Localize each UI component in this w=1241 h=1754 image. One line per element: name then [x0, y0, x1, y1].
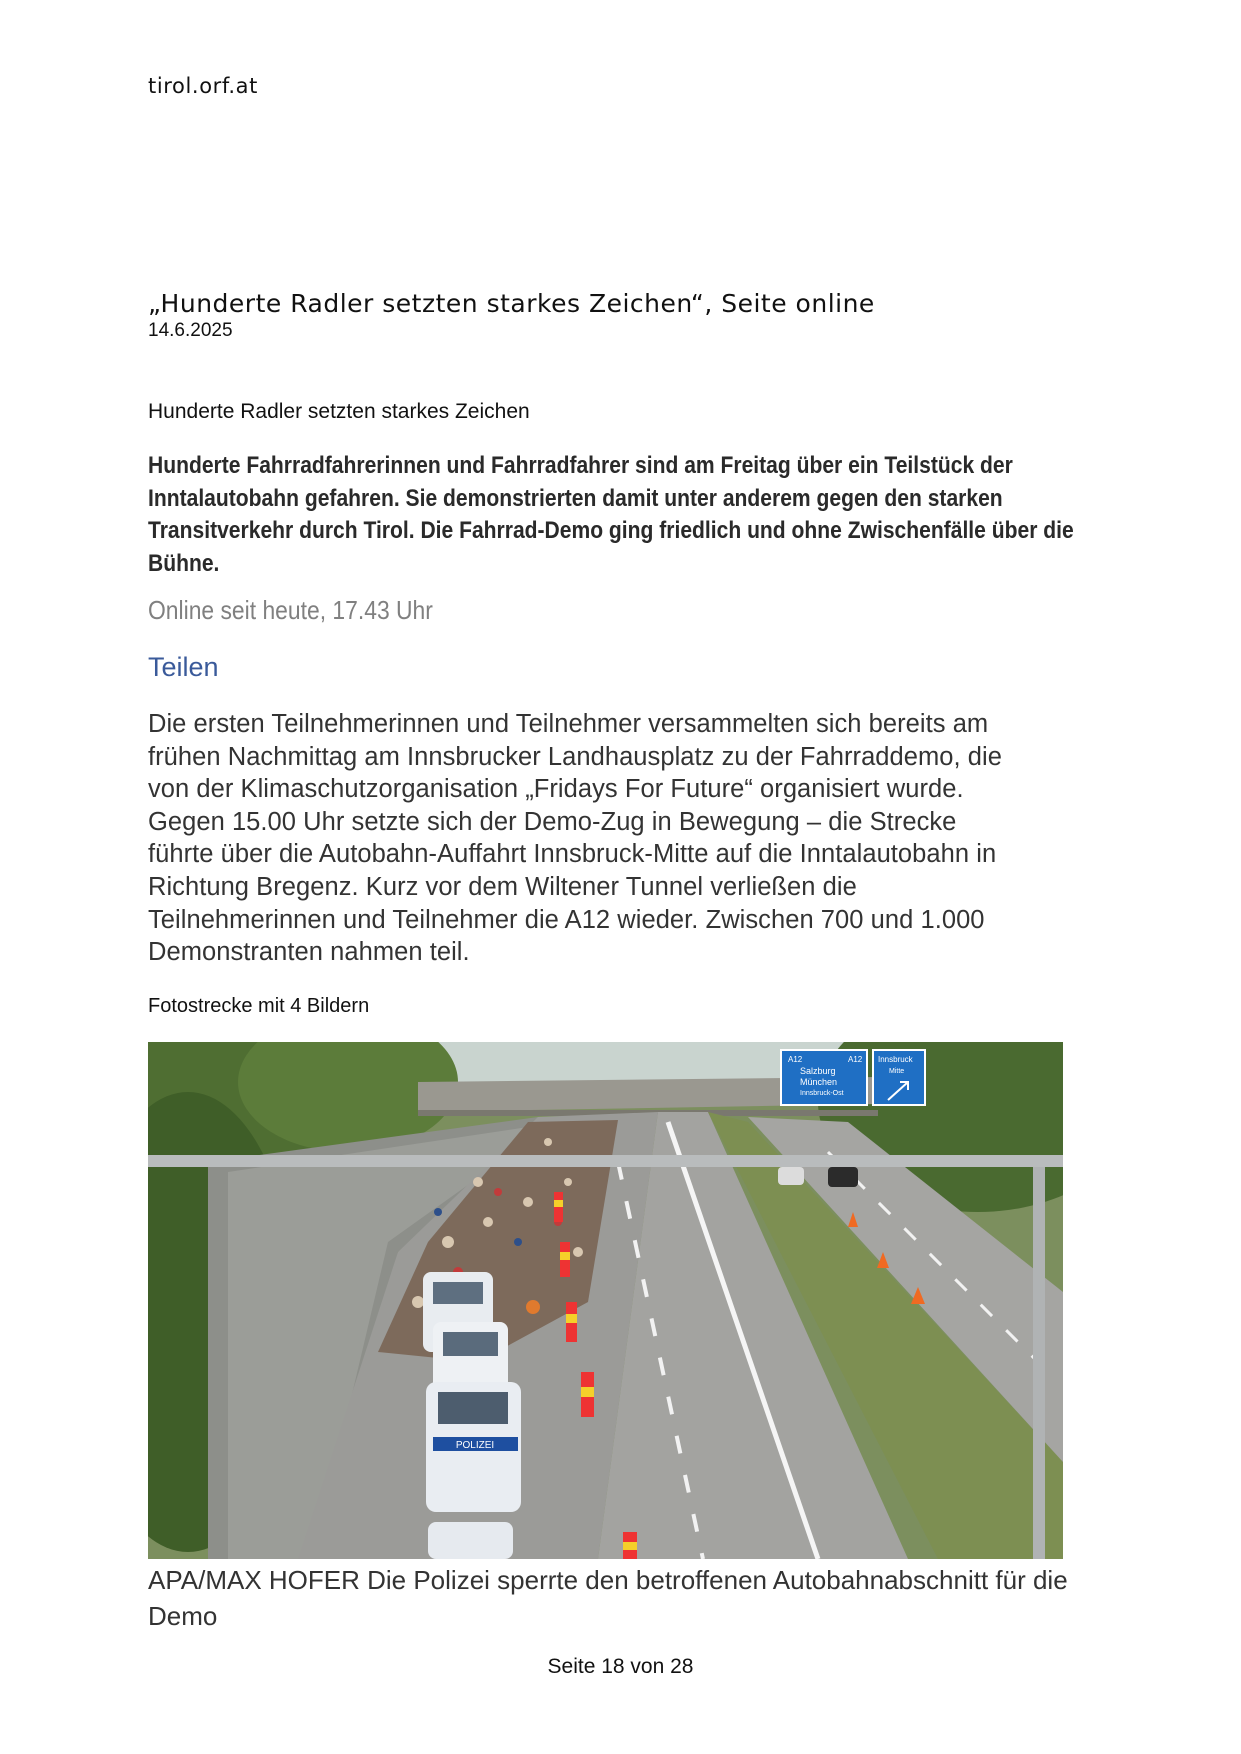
- sign-destination: Innsbruck: [878, 1055, 913, 1064]
- sign-destination: Mitte: [889, 1068, 905, 1075]
- body-line: Richtung Bregenz. Kurz vor dem Wiltener Tunnel verließen die: [148, 872, 857, 901]
- body-line: Teilnehmerinnen und Teilnehmer die A12 wieder. Zwischen 700 und 1.000: [148, 905, 985, 934]
- body-line: von der Klimaschutzorganisation „Fridays For Future“ organisiert wurde.: [148, 775, 964, 804]
- article-photo[interactable]: [148, 1042, 1063, 1559]
- sign-destination: Innsbruck-Ost: [800, 1090, 844, 1097]
- body-line: führte über die Autobahn-Auffahrt Innsbruck-Mitte auf die Inntalautobahn in: [148, 840, 997, 869]
- share-link[interactable]: Teilen: [148, 652, 219, 682]
- sign-destination: Salzburg: [800, 1066, 836, 1076]
- article-kicker: Hunderte Radler setzten starkes Zeichen: [148, 400, 530, 423]
- page-number: Seite 18 von 28: [547, 1655, 694, 1678]
- document-title: „Hunderte Radler setzten starkes Zeichen“, Seite online: [148, 289, 875, 318]
- body-line: Demonstranten nahmen teil.: [148, 938, 470, 967]
- gallery-label: Fotostrecke mit 4 Bildern: [148, 995, 370, 1017]
- body-line: Die ersten Teilnehmerinnen und Teilnehmer versammelten sich bereits am: [148, 710, 989, 738]
- sign-destination: München: [800, 1077, 838, 1087]
- sign-road-label: A12: [788, 1055, 803, 1064]
- body-line: Gegen 15.00 Uhr setzte sich der Demo-Zug in Bewegung – die Strecke: [148, 807, 957, 836]
- police-text: POLIZEI: [455, 1440, 495, 1451]
- article-body: [148, 708, 1098, 969]
- highway-demo-photo: [148, 1042, 1063, 1559]
- sign-road-label: A12: [848, 1055, 863, 1064]
- photo-caption: APA/MAX HOFER Die Polizei sperrte den betroffenen Autobahnabschnitt für die Demo: [148, 1565, 1068, 1631]
- online-since-timestamp: Online seit heute, 17.43 Uhr: [148, 595, 433, 625]
- source-domain: tirol.orf.at: [148, 74, 258, 98]
- body-line: frühen Nachmittag am Innsbrucker Landhausplatz zu der Fahrraddemo, die: [148, 742, 1002, 771]
- article-lead: Hunderte Fahrradfahrerinnen und Fahrradfahrer sind am Freitag über ein Teilstück der Inntalautobahn gefahren. Sie demonstrierten damit unter anderem gegen den starken Transitverkehr durch Tirol. Die Fahrrad-Demo ging friedlich und ohne Zwischenfälle über die Bühne.: [148, 452, 1074, 577]
- document-date: 14.6.2025: [148, 320, 233, 341]
